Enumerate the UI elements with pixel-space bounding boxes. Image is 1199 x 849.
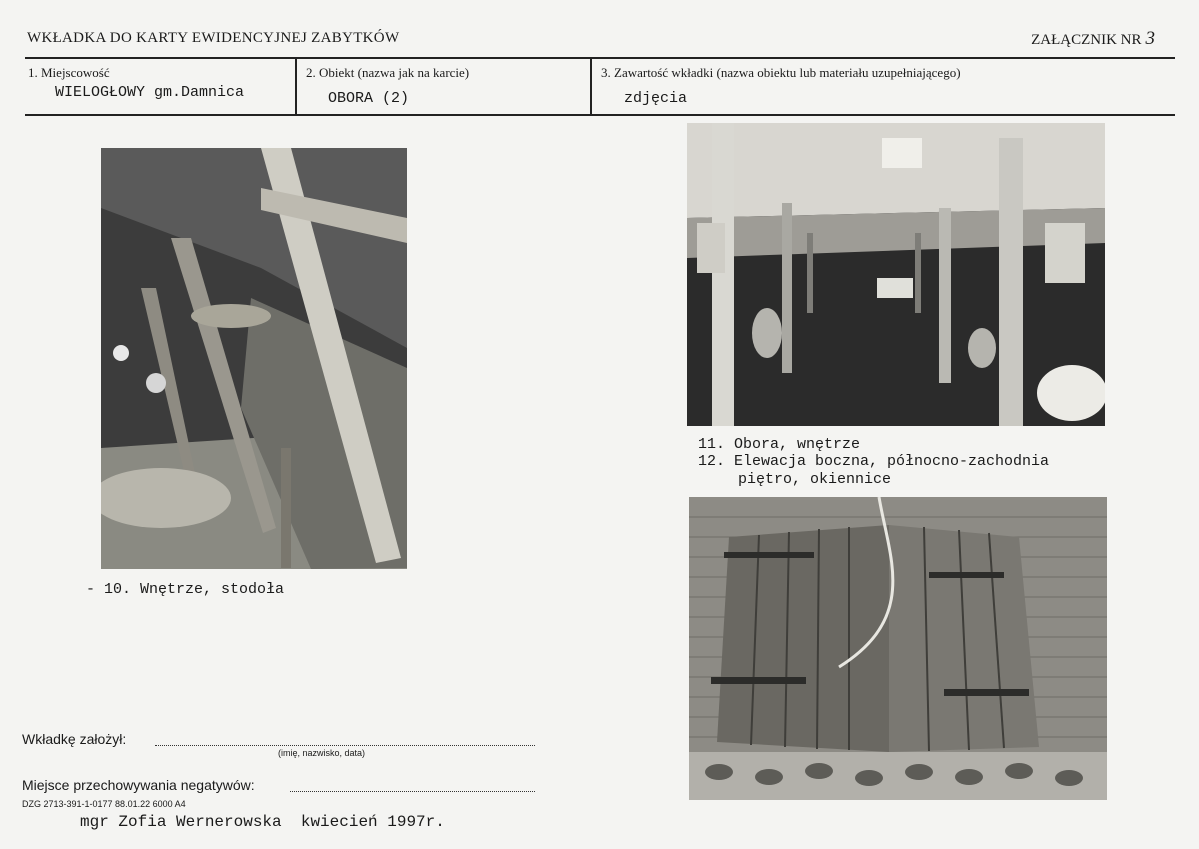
cowshed-interior-image bbox=[687, 123, 1105, 426]
created-by-label: Wkładkę założył: bbox=[22, 731, 127, 747]
field-divider-1 bbox=[295, 57, 297, 114]
annex-number-value: 3 bbox=[1145, 28, 1155, 49]
content-label: 3. Zawartość wkładki (nazwa obiektu lub materiału uzupełniającego) bbox=[601, 65, 961, 80]
field-row-rule bbox=[25, 114, 1175, 116]
photo-12-caption-line2: piętro, okiennice bbox=[738, 471, 892, 488]
negatives-location-label: Miejsce przechowywania negatywów: bbox=[22, 777, 255, 793]
print-code: DZG 2713-391-1-0177 88.01.22 6000 A4 bbox=[22, 799, 186, 809]
object-label: 2. Obiekt (nazwa jak na karcie) bbox=[306, 65, 470, 80]
annex-number bbox=[1031, 28, 1155, 50]
document-title: WKŁADKA DO KARTY EWIDENCYJNEJ ZABYTKÓW bbox=[27, 30, 400, 46]
photo-12-caption: 12. Elewacja boczna, północno-zachodnia bbox=[698, 453, 1050, 470]
created-by-line bbox=[155, 744, 535, 746]
content-value: zdjęcia bbox=[624, 90, 688, 107]
photo-shutters bbox=[689, 497, 1107, 800]
object-value: OBORA (2) bbox=[328, 90, 410, 107]
annex-label: ZAŁĄCZNIK NR bbox=[1031, 32, 1142, 48]
photo-11-caption: 11. Obora, wnętrze bbox=[698, 436, 861, 453]
field-divider-2 bbox=[590, 57, 592, 114]
barn-interior-image bbox=[101, 148, 407, 569]
photo-10-caption: - 10. Wnętrze, stodoła bbox=[86, 581, 285, 598]
locality-label: 1. Miejscowość bbox=[28, 65, 110, 80]
negatives-location-line bbox=[290, 790, 535, 792]
header-rule bbox=[25, 57, 1175, 59]
shutters-image bbox=[689, 497, 1107, 800]
created-by-hint: (imię, nazwisko, data) bbox=[278, 748, 366, 758]
signature-line: mgr Zofia Wernerowska kwiecień 1997r. bbox=[80, 813, 445, 831]
locality-value: WIELOGŁOWY gm.Damnica bbox=[55, 84, 245, 101]
photo-barn-interior bbox=[101, 148, 407, 569]
photo-cowshed-interior bbox=[687, 123, 1105, 426]
